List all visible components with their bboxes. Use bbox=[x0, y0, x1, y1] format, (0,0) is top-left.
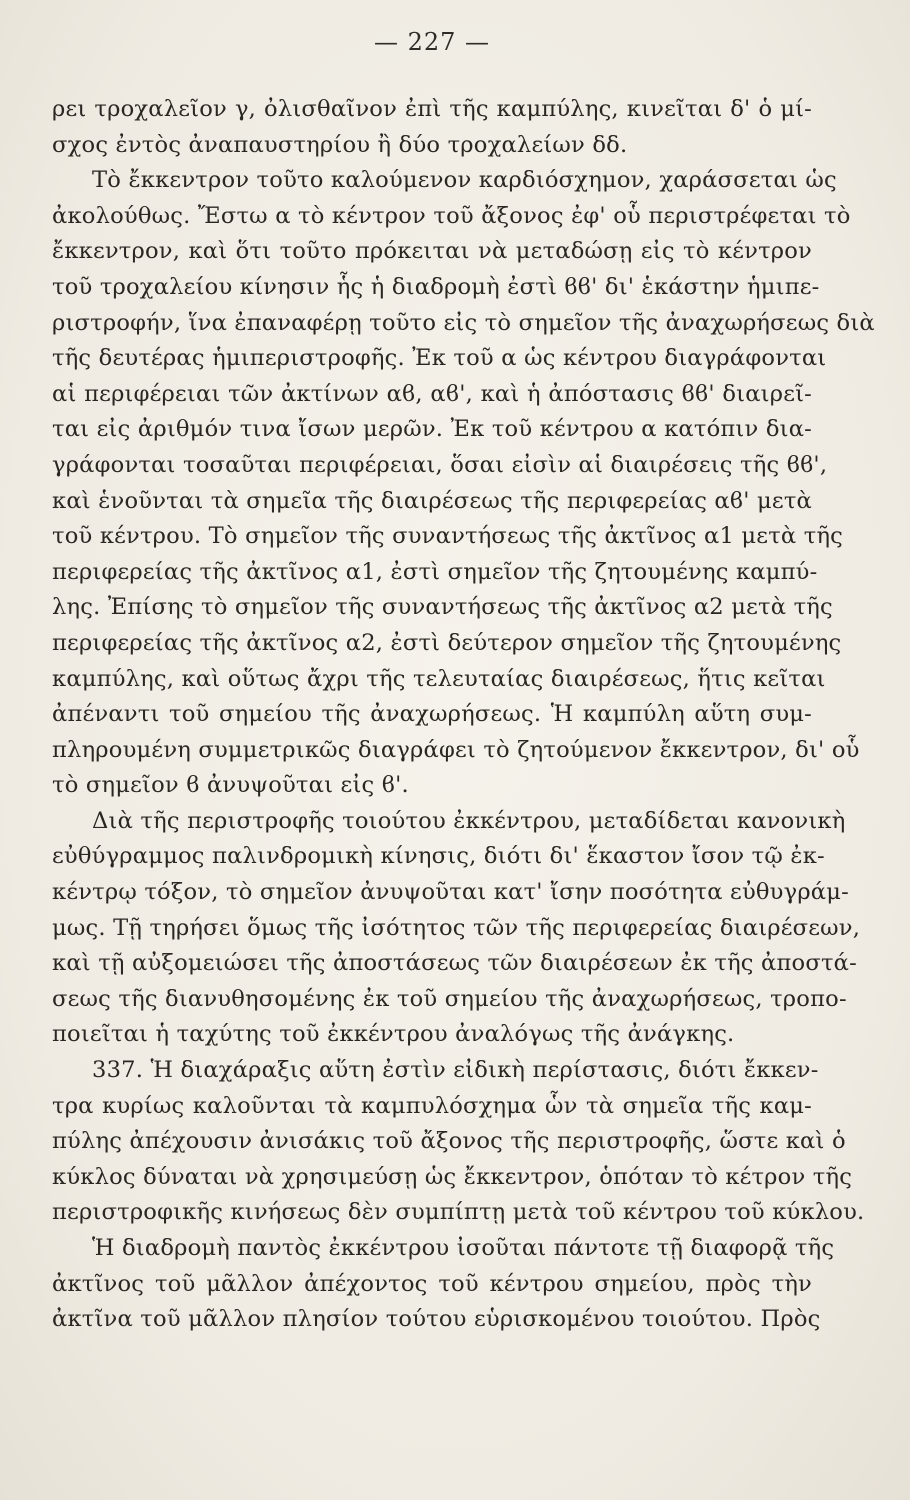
text-line: ἀκολούθως. Ἔστω α τὸ κέντρον τοῦ ἄξονος ἐφ' οὗ περιστρέφεται τὸ bbox=[52, 202, 851, 229]
text-line: ται εἰς ἀριθμόν τινα ἴσων μερῶν. Ἐκ τοῦ κέντρου α κατόπιν δια- bbox=[52, 416, 812, 443]
text-line: Ἡ διαδρομὴ παντὸς ἐκκέντρου ἰσοῦται πάντοτε τῇ διαφορᾷ τῆς bbox=[92, 1235, 835, 1261]
text-line: καὶ ἑνοῦνται τὰ σημεῖα τῆς διαιρέσεως τῆς περιφερείας αϐ' μετὰ bbox=[52, 487, 812, 514]
text-line: ἀκτῖνα τοῦ μᾶλλον πλησίον τούτου εὑρισκομένου τοιούτου. Πρὸς bbox=[52, 1306, 821, 1333]
text-line: καὶ τῇ αὐξομειώσει τῆς ἀποστάσεως τῶν διαιρέσεων ἐκ τῆς ἀποστά- bbox=[52, 950, 857, 977]
paragraph bbox=[52, 1053, 865, 1231]
text-line: σεως τῆς διανυθησομένης ἐκ τοῦ σημείου τῆς ἀναχωρήσεως, τροπο- bbox=[52, 985, 847, 1012]
page-number: — 227 — bbox=[373, 28, 491, 56]
text-line: ριστροφήν, ἵνα ἐπαναφέρῃ τοῦτο εἰς τὸ σημεῖον τῆς ἀναχωρήσεως διὰ bbox=[52, 309, 875, 336]
paragraphs bbox=[52, 92, 875, 1338]
text-line: τὸ σημεῖον ϐ ἀνυψοῦται εἰς ϐ'. bbox=[52, 772, 409, 799]
text-line: σχος ἐντὸς ἀναπαυστηρίου ἢ δύο τροχαλείων δδ. bbox=[52, 131, 628, 158]
text-line: αἱ περιφέρειαι τῶν ἀκτίνων αϐ, αϐ', καὶ ἡ ἀπόστασις ϐϐ' διαιρεῖ- bbox=[52, 380, 812, 407]
text-line: τρα κυρίως καλοῦνται τὰ καμπυλόσχημα ὧν τὰ σημεῖα τῆς καμ- bbox=[52, 1092, 812, 1119]
text-line: Διὰ τῆς περιστροφῆς τοιούτου ἐκκέντρου, μεταδίδεται κανονικὴ bbox=[92, 807, 846, 834]
text-line: καμπύλης, καὶ οὕτως ἄχρι τῆς τελευταίας διαιρέσεως, ἥτις κεῖται bbox=[52, 665, 826, 692]
text-line: πύλης ἀπέχουσιν ἀνισάκις τοῦ ἄξονος τῆς περιστροφῆς, ὥστε καὶ ὁ bbox=[52, 1128, 846, 1155]
text-line: ἔκκεντρον, καὶ ὅτι τοῦτο πρόκειται νὰ μεταδώσῃ εἰς τὸ κέντρον bbox=[52, 238, 812, 265]
page-text bbox=[52, 22, 875, 1338]
text-line: τοῦ κέντρου. Τὸ σημεῖον τῆς συναντήσεως τῆς ἀκτῖνος α1 μετὰ τῆς bbox=[52, 523, 844, 550]
paragraph bbox=[52, 92, 812, 163]
text-line: περιστροφικῆς κινήσεως δὲν συμπίπτῃ μετὰ τοῦ κέντρου τοῦ κύκλου. bbox=[52, 1199, 865, 1226]
text-line: κέντρῳ τόξον, τὸ σημεῖον ἀνυψοῦται κατ' ἴσην ποσότητα εὐθυγράμ- bbox=[52, 879, 849, 906]
text-line: τῆς δευτέρας ἡμιπεριστροφῆς. Ἐκ τοῦ α ὡς κέντρου διαγράφονται bbox=[52, 345, 827, 372]
paragraph bbox=[52, 163, 875, 804]
text-line: πληρουμένη συμμετρικῶς διαγράφει τὸ ζητούμενον ἔκκεντρον, δι' οὗ bbox=[52, 736, 860, 763]
text-line: ρει τροχαλεῖον γ, ὀλισθαῖνον ἐπὶ τῆς καμπύλης, κινεῖται δ' ὁ μί- bbox=[52, 96, 812, 122]
text-line: 337. Ἡ διαχάραξις αὕτη ἐστὶν εἰδικὴ περίστασις, διότι ἔκκεν- bbox=[92, 1057, 819, 1084]
text-line: περιφερείας τῆς ἀκτῖνος α2, ἐστὶ δεύτερον σημεῖον τῆς ζητουμένης bbox=[52, 629, 842, 656]
text-line: ἀπέναντι τοῦ σημείου τῆς ἀναχωρήσεως. Ἡ καμπύλη αὕτη συμ- bbox=[52, 701, 812, 728]
text-line: λης. Ἐπίσης τὸ σημεῖον τῆς συναντήσεως τῆς ἀκτῖνος α2 μετὰ τῆς bbox=[52, 594, 833, 621]
text-line: μως. Τῇ τηρήσει ὅμως τῆς ἰσότητος τῶν τῆς περιφερείας διαιρέσεων, bbox=[52, 914, 861, 941]
text-line: ἀκτῖνος τοῦ μᾶλλον ἀπέχοντος τοῦ κέντρου σημείου, πρὸς τὴν bbox=[52, 1270, 812, 1297]
text-line: εὐθύγραμμος παλινδρομικὴ κίνησις, διότι δι' ἕκαστον ἴσον τῷ ἐκ- bbox=[52, 843, 825, 870]
paragraph bbox=[52, 1231, 835, 1338]
text-line: ποιεῖται ἡ ταχύτης τοῦ ἐκκέντρου ἀναλόγως τῆς ἀνάγκης. bbox=[52, 1021, 735, 1048]
text-line: Τὸ ἔκκεντρον τοῦτο καλούμενον καρδιόσχημον, χαράσσεται ὡς bbox=[92, 167, 837, 194]
text-line: περιφερείας τῆς ἀκτῖνος α1, ἐστὶ σημεῖον τῆς ζητουμένης καμπύ- bbox=[52, 558, 818, 585]
text-line: κύκλος δύναται νὰ χρησιμεύσῃ ὡς ἔκκεντρον, ὁπόταν τὸ κέτρον τῆς bbox=[52, 1163, 853, 1190]
text-line: γράφονται τοσαῦται περιφέρειαι, ὅσαι εἰσὶν αἱ διαιρέσεις τῆς ϐϐ', bbox=[52, 451, 828, 478]
text-line: τοῦ τροχαλείου κίνησιν ἧς ἡ διαδρομὴ ἐστὶ ϐϐ' δι' ἑκάστην ἡμιπε- bbox=[52, 273, 820, 300]
paragraph bbox=[52, 804, 861, 1053]
